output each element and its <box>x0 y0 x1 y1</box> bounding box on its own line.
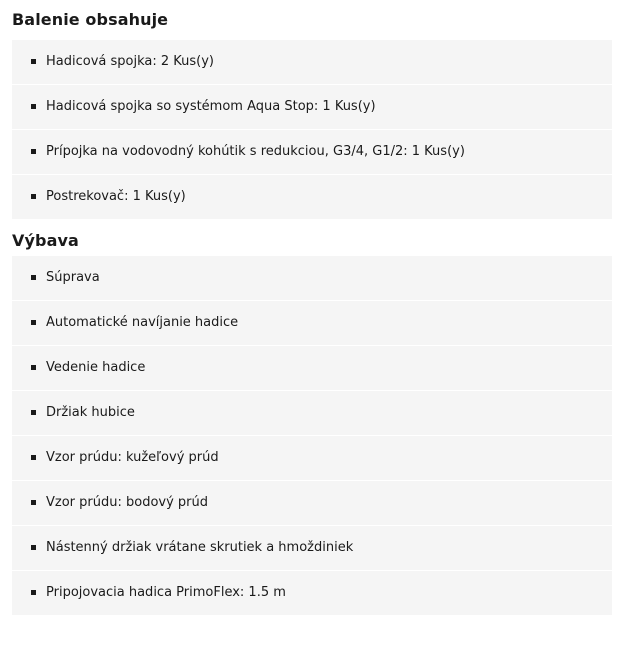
list-item-text: Vzor prúdu: bodový prúd <box>46 495 209 510</box>
bullet-icon <box>31 59 36 64</box>
section-title-package-contents: Balenie obsahuje <box>12 10 169 29</box>
spec-content <box>12 0 612 615</box>
bullet-icon <box>31 545 36 550</box>
list-item-text: Súprava <box>46 270 100 285</box>
bullet-icon <box>31 275 36 280</box>
bullet-icon <box>31 365 36 370</box>
list-item <box>12 175 612 219</box>
list-item <box>12 301 612 346</box>
list-item-text: Hadicová spojka so systémom Aqua Stop: 1 Kus(y) <box>46 99 376 114</box>
list-item-text: Postrekovač: 1 Kus(y) <box>46 189 186 204</box>
list-item-text: Pripojovacia hadica PrimoFlex: 1.5 m <box>46 585 286 600</box>
bullet-icon <box>31 500 36 505</box>
list-item <box>12 481 612 526</box>
bullet-icon <box>31 410 36 415</box>
package-contents-list <box>12 40 612 219</box>
list-item-text: Vzor prúdu: kužeľový prúd <box>46 450 219 465</box>
bullet-icon <box>31 149 36 154</box>
list-item <box>12 85 612 130</box>
list-item <box>12 346 612 391</box>
list-item <box>12 256 612 301</box>
bullet-icon <box>31 590 36 595</box>
list-item <box>12 571 612 615</box>
bullet-icon <box>31 455 36 460</box>
list-item-text: Vedenie hadice <box>46 360 146 375</box>
list-item <box>12 130 612 175</box>
list-item-text: Prípojka na vodovodný kohútik s redukciou, G3/4, G1/2: 1 Kus(y) <box>46 144 465 159</box>
bullet-icon <box>31 194 36 199</box>
list-item <box>12 526 612 571</box>
list-item-text: Nástenný držiak vrátane skrutiek a hmoždiniek <box>46 540 354 555</box>
list-item <box>12 40 612 85</box>
section-title-equipment: Výbava <box>12 231 79 250</box>
list-item <box>12 391 612 436</box>
bullet-icon <box>31 104 36 109</box>
bullet-icon <box>31 320 36 325</box>
list-item-text: Hadicová spojka: 2 Kus(y) <box>46 54 214 69</box>
list-item-text: Držiak hubice <box>46 405 135 420</box>
list-item-text: Automatické navíjanie hadice <box>46 315 239 330</box>
list-item <box>12 436 612 481</box>
equipment-list <box>12 256 612 615</box>
